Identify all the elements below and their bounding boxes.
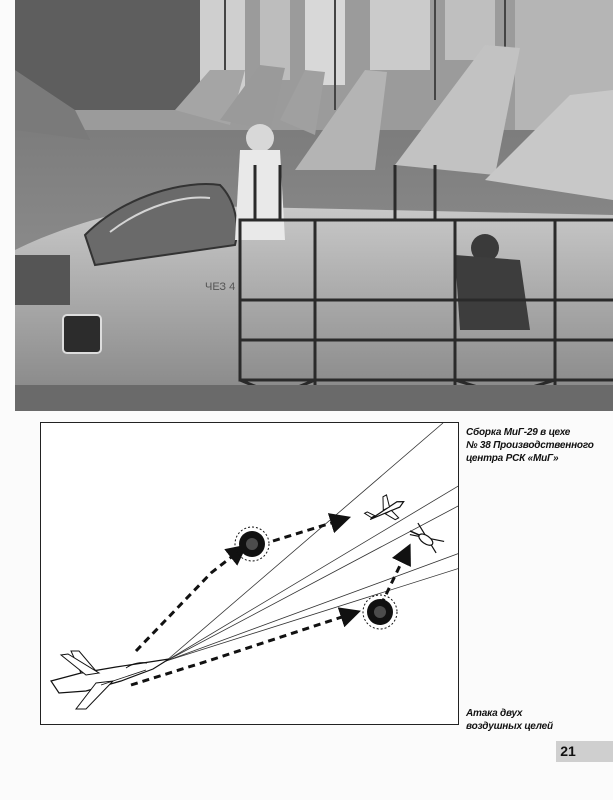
fighter-aircraft-icon bbox=[51, 651, 169, 709]
side-marking: ЧЕЗ 4 bbox=[205, 281, 236, 293]
sight-beams bbox=[166, 423, 459, 661]
caption-line: Атака двух bbox=[466, 708, 523, 719]
explosion-icon bbox=[363, 595, 397, 629]
caption-line: № 38 Производственного bbox=[466, 440, 594, 451]
explosion-icon bbox=[235, 527, 269, 561]
page-number-tab bbox=[556, 741, 613, 762]
attack-diagram bbox=[40, 422, 459, 725]
diagram-caption bbox=[466, 707, 606, 733]
page-number: 21 bbox=[560, 743, 576, 759]
photo-caption bbox=[466, 426, 606, 465]
caption-line: воздушных целей bbox=[466, 721, 553, 732]
factory-assembly-photo-icon bbox=[15, 0, 613, 411]
target-helicopter-icon bbox=[408, 522, 444, 553]
caption-line: Сборка МиГ-29 в цехе bbox=[466, 427, 571, 438]
caption-line: центра РСК «МиГ» bbox=[466, 453, 559, 464]
diagram-canvas bbox=[41, 423, 459, 725]
target-aircraft-icon bbox=[362, 489, 410, 531]
assembly-photo bbox=[15, 0, 613, 411]
